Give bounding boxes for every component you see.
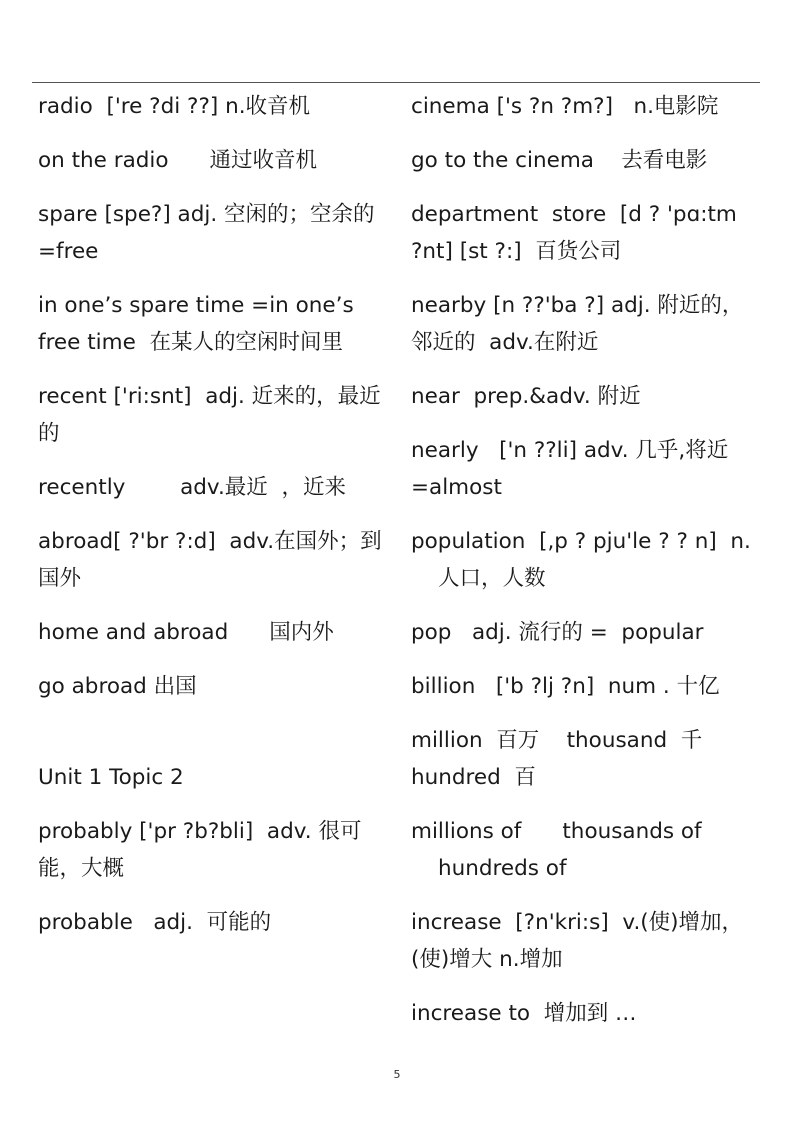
section-heading: Unit 1 Topic 2	[38, 765, 184, 790]
vocab-entry-recent: recent ['ri:snt] adj. 近来的，最近的	[38, 384, 381, 446]
vocab-entry-abroad: abroad[ ?'br ?:d] adv.在国外；到国外	[38, 529, 382, 591]
vocab-entry-recently: recently adv.最近 ，近来	[38, 475, 346, 500]
left-column	[38, 88, 389, 958]
vocab-entry-million: million 百万 thousand 千 hundred 百	[411, 728, 716, 790]
vocab-entry-increase: increase [?n'kri:s] v.(使)增加，(使)增大 n.增加	[411, 910, 744, 972]
right-column	[411, 88, 753, 1049]
page-number: 5	[393, 1068, 401, 1081]
vocab-entry-increase-to: increase to 增加到 …	[411, 1001, 637, 1026]
vocab-entry-spare: spare [spe?] adj. 空闲的；空余的 =free	[38, 202, 389, 264]
vocab-entry-probably: probably ['pr ?b?bli] adv. 很可能，大概	[38, 819, 362, 881]
vocab-entry-on-the-radio: on the radio 通过收音机	[38, 148, 318, 173]
vocab-entry-nearby: nearby [n ??'ba ?] adj. 附近的，邻近的 adv.在附近	[411, 293, 744, 355]
vocab-entry-pop: pop adj. 流行的 = popular	[411, 620, 704, 645]
vocab-entry-probable: probable adj. 可能的	[38, 910, 272, 935]
vocab-entry-cinema: cinema ['s ?n ?m?] n.电影院	[411, 94, 719, 119]
vocab-entry-spare-time: in one’s spare time =in one’s free time 在某人的空闲时间里	[38, 293, 361, 355]
vocab-entry-go-to-the-cinema: go to the cinema 去看电影	[411, 148, 708, 173]
vocab-entry-nearly: nearly ['n ??li] adv. 几乎,将近=almost	[411, 438, 729, 500]
vocab-entry-population: population [,p ? pju'le ? ? n] n.人口，人数	[411, 529, 751, 591]
vocab-entry-go-abroad: go abroad 出国	[38, 674, 197, 699]
vocab-entry-millions-of: millions of thousands of hundreds of	[411, 819, 716, 881]
vocab-entry-home-and-abroad: home and abroad 国内外	[38, 620, 334, 645]
vocab-entry-radio: radio ['re ?di ??] n.收音机	[38, 94, 311, 119]
vocab-entry-department-store: department store [d ? 'pɑ:tm ?nt] [st ?:] 百货公司	[411, 202, 744, 264]
header-rule	[32, 82, 760, 83]
vocab-entry-billion: billion ['b ?lj ?n] num . 十亿	[411, 674, 720, 699]
vocab-entry-near: near prep.&adv. 附近	[411, 384, 641, 409]
